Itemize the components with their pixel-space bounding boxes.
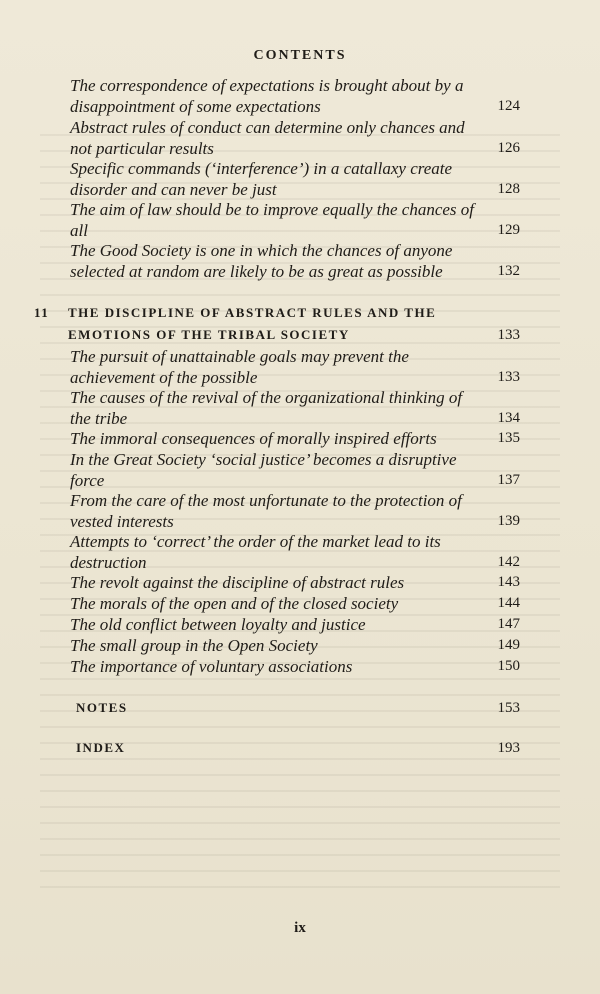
entry-title: The importance of voluntary associations (70, 657, 353, 676)
page-folio: ix (294, 920, 306, 936)
index-label: INDEX (76, 740, 126, 755)
chapter-page: 133 (497, 327, 520, 343)
entry-page: 142 (497, 554, 520, 570)
entry-title: Attempts to ‘correct’ the order of the market lead to its destruction (70, 532, 441, 572)
toc-entry (70, 635, 520, 656)
entry-title: The Good Society is one in which the chances of anyone selected at random are likely to be as great as possible (70, 241, 453, 281)
toc-entry (70, 240, 520, 282)
toc-entry (70, 593, 520, 614)
entry-page: 149 (497, 637, 520, 653)
toc-entry (70, 531, 520, 573)
contents-heading: CONTENTS (253, 48, 347, 63)
entry-title: The causes of the revival of the organizational thinking of the tribe (70, 388, 463, 428)
entry-page: 137 (497, 472, 520, 488)
entry-title: The immoral consequences of morally inspired efforts (70, 429, 437, 448)
toc-entry (70, 656, 520, 677)
toc-entry (70, 428, 520, 449)
entry-title: The old conflict between loyalty and justice (70, 615, 366, 634)
toc-entry (70, 572, 520, 593)
toc-entry (70, 490, 520, 532)
toc-entry (70, 449, 520, 491)
notes-entry (76, 700, 520, 716)
entry-page: 126 (497, 140, 520, 156)
entry-page: 150 (497, 658, 520, 674)
entry-page: 143 (497, 574, 520, 590)
chapter-number: 11 (34, 305, 50, 320)
toc-entry (70, 75, 520, 117)
entry-title: The morals of the open and of the closed society (70, 594, 399, 613)
entry-title: The aim of law should be to improve equally the chances of all (70, 200, 474, 240)
index-entry (76, 740, 520, 756)
entry-title: The correspondence of expectations is brought about by a disappointment of some expectations (70, 76, 464, 116)
entry-page: 133 (497, 369, 520, 385)
entry-title: Specific commands (‘interference’) in a catallaxy create disorder and can never be just (70, 159, 453, 199)
entry-page: 124 (497, 98, 520, 114)
entry-title: Abstract rules of conduct can determine only chances and not particular results (70, 118, 465, 158)
chapter-title: THE DISCIPLINE OF ABSTRACT RULES AND THE EMOTIONS OF THE TRIBAL SOCIETY (68, 305, 437, 342)
entry-page: 132 (497, 263, 520, 279)
notes-label: NOTES (76, 700, 128, 715)
entry-page: 128 (497, 181, 520, 197)
toc-entry (70, 346, 520, 388)
toc-entry (70, 387, 520, 429)
toc-entry (70, 158, 520, 200)
notes-page: 153 (497, 700, 520, 716)
entry-page: 139 (497, 513, 520, 529)
toc-entry (70, 199, 520, 241)
entry-page: 134 (497, 410, 520, 426)
toc-entry (70, 117, 520, 159)
entry-title: The small group in the Open Society (70, 636, 318, 655)
index-page: 193 (497, 740, 520, 756)
entry-title: The revolt against the discipline of abstract rules (70, 573, 405, 592)
toc-entry (70, 614, 520, 635)
entry-page: 135 (497, 430, 520, 446)
entry-page: 129 (497, 222, 520, 238)
entry-page: 144 (497, 595, 520, 611)
entry-title: From the care of the most unfortunate to the protection of vested interests (70, 491, 462, 531)
entry-title: In the Great Society ‘social justice’ becomes a disruptive force (70, 450, 457, 490)
entry-page: 147 (497, 616, 520, 632)
entry-title: The pursuit of unattainable goals may prevent the achievement of the possible (70, 347, 409, 387)
